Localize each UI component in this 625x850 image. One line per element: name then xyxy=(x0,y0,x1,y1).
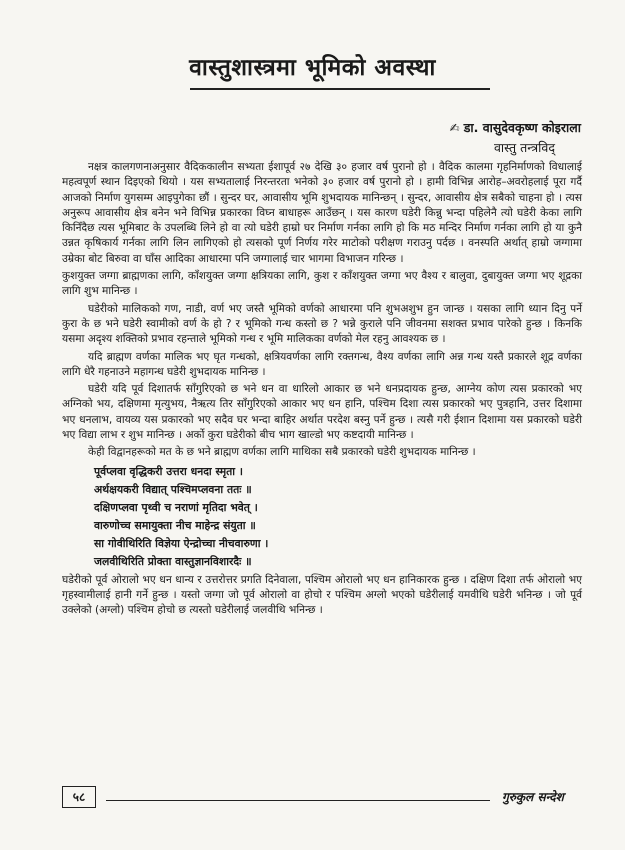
author-name: डा. वासुदेवकृष्ण कोइराला xyxy=(463,120,581,135)
footer-rule xyxy=(106,800,490,801)
paragraph: घडेरी यदि पूर्व दिशातर्फ साँगुरिएको छ भने धन वा धारिलो आकार छ भने धनप्रदायक हुन्छ, आग्नेय कोण त्यस प्रकारको भए अग्निको भय, दक्षिणमा मृत्युभय, नैऋत्य तिर साँगुरिएको आकार भए धन हानि, पश्चिम दिशा त्यस प्रकारको भए पुत्रहानि, उत्तर दिशामा भए धनलाभ, वायव्य यस प्रकारको भए सदैव घर भन्दा बाहिर अर्थात परदेश बस्नु पर्ने हुन्छ । त्यसै गरी ईशान दिशामा यस प्रकारको घडेरी भए विद्या लाभ र शुभ मानिन्छ । अर्को कुरा घडेरीको बीच भाग खाल्डो भए कष्टदायी मानिन्छ । xyxy=(62,383,582,442)
pen-icon: ✍ xyxy=(449,121,460,135)
page-number: ५८ xyxy=(62,786,96,808)
paragraph: घडेरीको मालिकको गण, नाडी, वर्ण भए जस्तै भूमिको वर्णको आधारमा पनि शुभअशुभ हुन जान्छ । यसका लागि ध्यान दिनु पर्ने कुरा के छ भने घडेरी स्वामीको वर्ण के हो ? र भूमिको गन्ध कस्तो छ ? भन्ने कुराले पनि जीवनमा सशक्त प्रभाव पारेको हुन्छ । किनकि यसमा अदृश्य शक्तिको प्रभाव रहन्ताले भूमिको गन्ध र भूमि मालिकका वर्णको मेल रहनु आवश्यक छ । xyxy=(62,302,582,346)
article-title: वास्तुशास्त्रमा भूमिको अवस्था xyxy=(189,54,436,81)
article-body xyxy=(62,160,582,621)
author-designation: वास्तु तन्त्रविद् xyxy=(493,140,555,155)
paragraph: केही विद्वानहरूको मत के छ भने ब्राह्मण वर्णका लागि माथिका सबै प्रकारको घडेरी शुभदायक मानिन्छ । xyxy=(88,446,476,459)
paragraph: नक्षत्र कालगणनाअनुसार वैदिककालीन सभ्यता ईशापूर्व २७ देखि ३० हजार वर्ष पुरानो हो । वैदिक कालमा गृहनिर्माणको विधालाई महत्वपूर्ण स्थान दिइएको थियो । यस सभ्यतालाई निरन्तरता भनेको ३० हजार वर्ष पुरानो हो । हामी विभिन्न आरोह–अवरोहलाई पूरा गर्दै आजको निर्माण युगसम्म आइपुगेका छौं । सुन्दर घर, आवासीय भूमि शुभदायक मानिन्छन् । सुन्दर, आवासीय क्षेत्र सबैको चाहना हो । त्यस अनुरूप आवासीय क्षेत्र बनेन भने विभिन्न प्रकारका विघ्न बाधाहरू आउँछन् । यस कारण घडेरी किन्नु भन्दा पहिलेनै त्यो घडेरी केका लागि किनिँदैछ त्यस भूमिबाट के उपलब्धि लिने हो वा त्यो घडेरी हाम्रो घर निर्माण गर्नका लागि हो कि मठ मन्दिर निर्माण गर्नका लागि हो या कुनै उन्नत कृषिकार्य गर्नका लागि लिन लागिएको हो त्यसको पूर्ण निर्णय गरेर माटोको परीक्षण गराउनु पर्दछ । वनस्पति अर्थात् हाम्रो जग्गामा उम्रेका बोट बिरुवा वा घाँस आदिका आधारमा पनि जग्गालाई चार भागमा विभाजन गरिन्छ । xyxy=(62,161,582,265)
verse-line: सा गोवीथिरिति विज्ञेया ऐन्द्रोच्चा नीचवारुणा । xyxy=(94,536,269,550)
page-footer xyxy=(62,786,592,810)
verse-line: दक्षिणप्लवा पृथ्वी च नराणां मृतिदा भवेत् । xyxy=(94,500,258,514)
author-block xyxy=(450,118,581,157)
closing-paragraph: घडेरीको पूर्व ओरालो भए धन धान्य र उत्तरोत्तर प्रगति दिनेवाला, पश्चिम ओरालो भए धन हानिकारक हुन्छ । दक्षिण दिशा तर्फ ओरालो भए गृहस्वामीलाई हानी गर्ने हुन्छ । यस्तो जग्गा जो पूर्व ओरालो वा होचो र पश्चिम अग्लो भएको घडेरीलाई यमवीथि घडेरी भनिन्छ । जो पूर्व उक्लेको (अग्लो) पश्चिम होचो छ त्यस्तो घडेरीलाई जलवीथि भनिन्छ । xyxy=(62,573,582,617)
verse-line: जलवीथिरिति प्रोक्ता वास्तुज्ञानविशारदैः ॥ xyxy=(94,554,252,568)
verse-line: अर्थक्षयकरी विद्यात् पश्चिमप्लवना ततः ॥ xyxy=(94,482,252,496)
paragraph: कुशयुक्त जग्गा ब्राह्मणका लागि, काँशयुक्त जग्गा क्षत्रियका लागि, कुश र काँशयुक्त जग्गा भए वैश्य र बालुवा, दुबायुक्त जग्गा भए शूद्रका लागि शुभ मानिन्छ । xyxy=(62,270,582,298)
paragraph: यदि ब्राह्मण वर्णका मालिक भए घृत गन्धको, क्षत्रियवर्णका लागि रक्तगन्ध, वैश्य वर्णका लागि अन्न गन्ध यस्तै प्रकारले शूद्र वर्णका लागि धेरै गहनाउने महागन्ध घडेरी शुभदायक मानिन्छ । xyxy=(62,350,582,378)
verse-line: वारुणोच्च समायुक्ता नीच माहेन्द्र संयुता ॥ xyxy=(94,518,256,532)
journal-name: गुरुकुल सन्देश xyxy=(502,790,564,804)
title-underline xyxy=(190,88,490,90)
sanskrit-verses xyxy=(94,463,582,571)
verse-line: पूर्वप्लवा वृद्धिकरी उत्तरा धनदा स्मृता । xyxy=(94,464,243,478)
